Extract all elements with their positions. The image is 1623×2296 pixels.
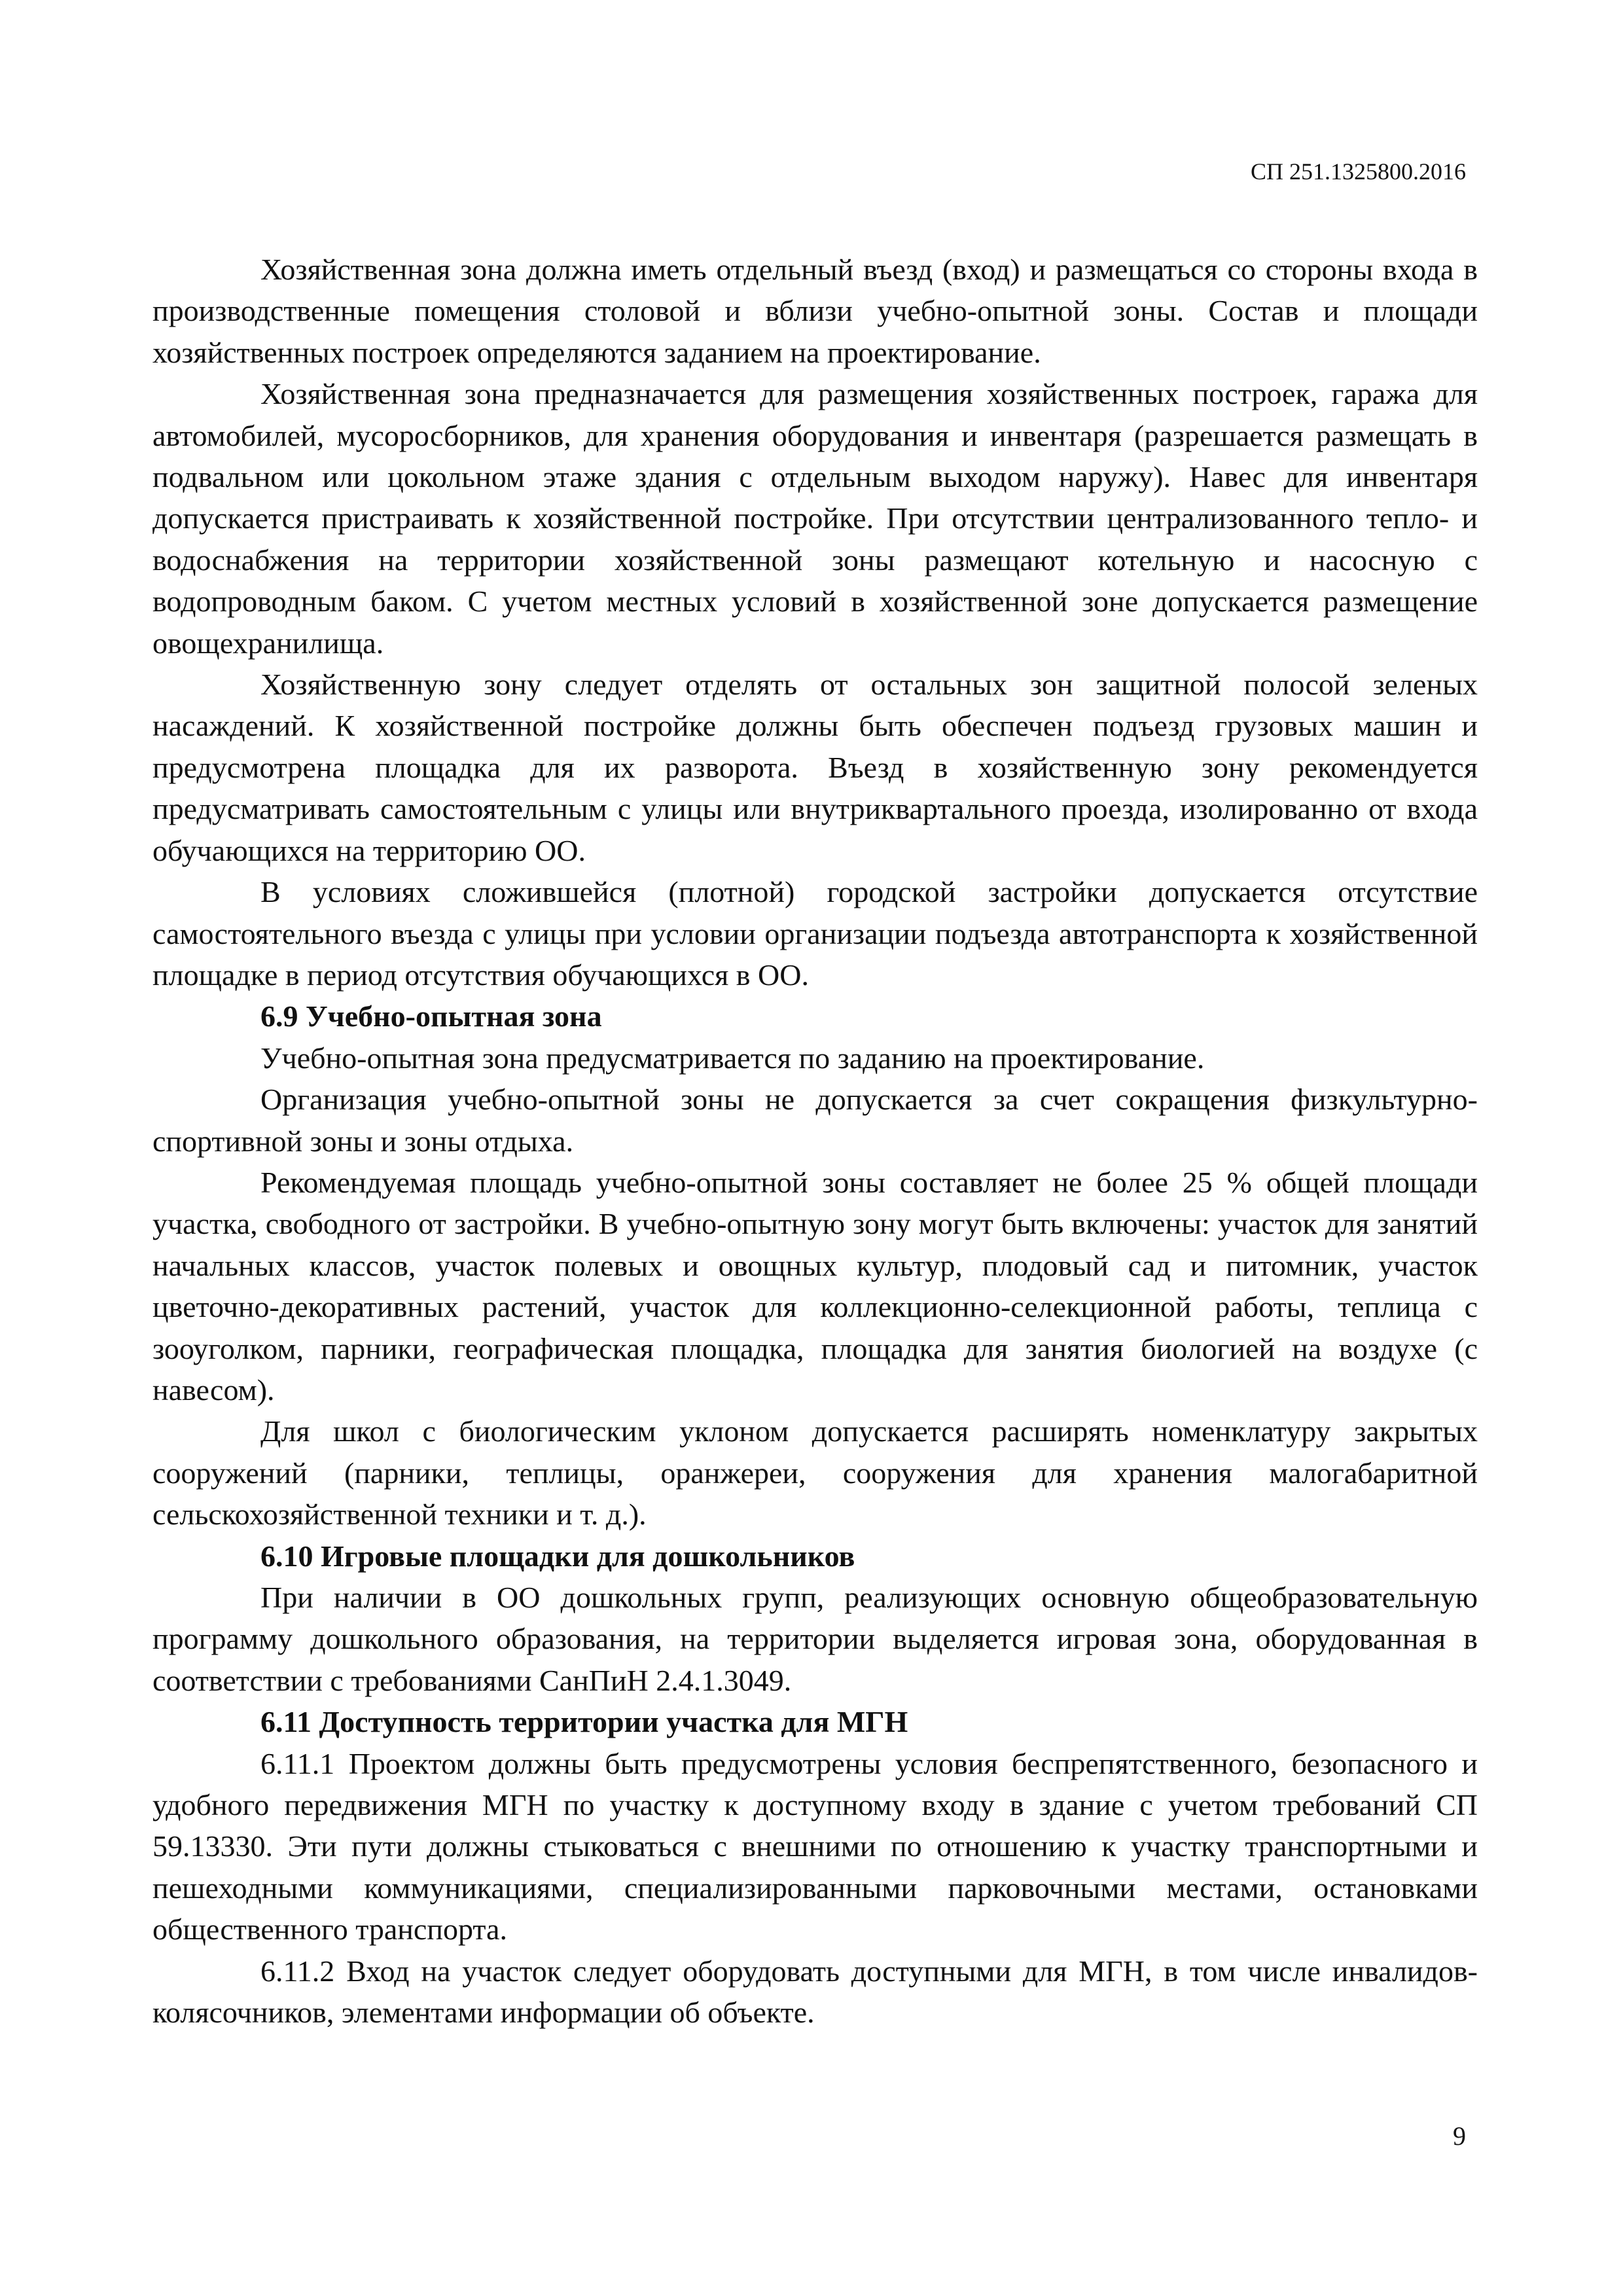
document-body <box>152 249 1478 2033</box>
paragraph-preschool-playgrounds: При наличии в ОО дошкольных групп, реализующих основную общеобразовательную программу дошкольного образования, на территории выделяется игровая зона, оборудованная в соответствии с требованиями СанПиН 2.4.1.3049. <box>152 1581 1478 1697</box>
paragraph-experimental-zone-organization: Организация учебно-опытной зоны не допускается за счет сокращения физкультурно-спортивной зоны и зоны отдыха. <box>152 1083 1478 1158</box>
page-number: 9 <box>1453 2121 1466 2151</box>
paragraph-utility-zone-separation: Хозяйственную зону следует отделять от остальных зон защитной полосой зеленых насаждений. К хозяйственной постройке должны быть обеспечен подъезд грузовых машин и предусмотрена площадка для их разворота. Въезд в хозяйственную зону рекомендуется предусматривать самостоятельным с улицы или внутриквартального проезда, изолированно от входа обучающихся на территорию ОО. <box>152 668 1478 867</box>
paragraph-utility-zone-purpose: Хозяйственная зона предназначается для размещения хозяйственных построек, гаража для автомобилей, мусоросборников, для хранения оборудования и инвентаря (разрешается размещать в подвальном или цокольном этаже здания с отдельным выходом наружу). Навес для инвентаря допускается пристраивать к хозяйственной постройке. При отсутствии централизованного тепло- и водоснабжения на территории хозяйственной зоны размещают котельную и насосную с водопроводным баком. С учетом местных условий в хозяйственной зоне допускается размещение овощехранилища. <box>152 377 1478 660</box>
paragraph-experimental-zone-design: Учебно-опытная зона предусматривается по заданию на проектирование. <box>260 1041 1205 1075</box>
section-heading-6-11: 6.11 Доступность территории участка для МГН <box>260 1705 908 1739</box>
document-code-header: СП 251.1325800.2016 <box>1250 158 1466 185</box>
section-heading-6-9: 6.9 Учебно-опытная зона <box>260 999 602 1033</box>
paragraph-6-11-2: 6.11.2 Вход на участок следует оборудовать доступными для МГН, в том числе инвалидов-колясочников, элементами информации об объекте. <box>152 1954 1478 2030</box>
paragraph-experimental-zone-area: Рекомендуемая площадь учебно-опытной зоны составляет не более 25 % общей площади участка, свободного от застройки. В учебно-опытную зону могут быть включены: участок для занятий начальных классов, участок полевых и овощных культур, плодовый сад и питомник, участок цветочно-декоративных растений, участок для коллекционно-селекционной работы, теплица с зооуголком, парники, географическая площадка, площадка для занятия биологией на воздухе (с навесом). <box>152 1165 1478 1407</box>
paragraph-biology-schools: Для школ с биологическим уклоном допускается расширять номенклатуру закрытых сооружений (парники, теплицы, оранжереи, сооружения для хранения малогабаритной сельскохозяйственной техники и т. д.). <box>152 1414 1478 1532</box>
paragraph-utility-zone-entrance: Хозяйственная зона должна иметь отдельный въезд (вход) и размещаться со стороны входа в производственные помещения столовой и вблизи учебно-опытной зоны. Состав и площади хозяйственных построек определяются заданием на проектирование. <box>152 253 1478 369</box>
paragraph-6-11-1: 6.11.1 Проектом должны быть предусмотрены условия беспрепятственного, безопасного и удобного передвижения МГН по участку к доступному входу в здание с учетом требований СП 59.13330. Эти пути должны стыковаться с внешними по отношению к участку транспортными и пешеходными коммуникациями, специализированными парковочными местами, остановками общественного транспорта. <box>152 1746 1478 1946</box>
paragraph-dense-development: В условиях сложившейся (плотной) городской застройки допускается отсутствие самостоятельного въезда с улицы при условии организации подъезда автотранспорта к хозяйственной площадке в период отсутствия обучающихся в ОО. <box>152 875 1478 992</box>
section-heading-6-10: 6.10 Игровые площадки для дошкольников <box>260 1539 855 1573</box>
